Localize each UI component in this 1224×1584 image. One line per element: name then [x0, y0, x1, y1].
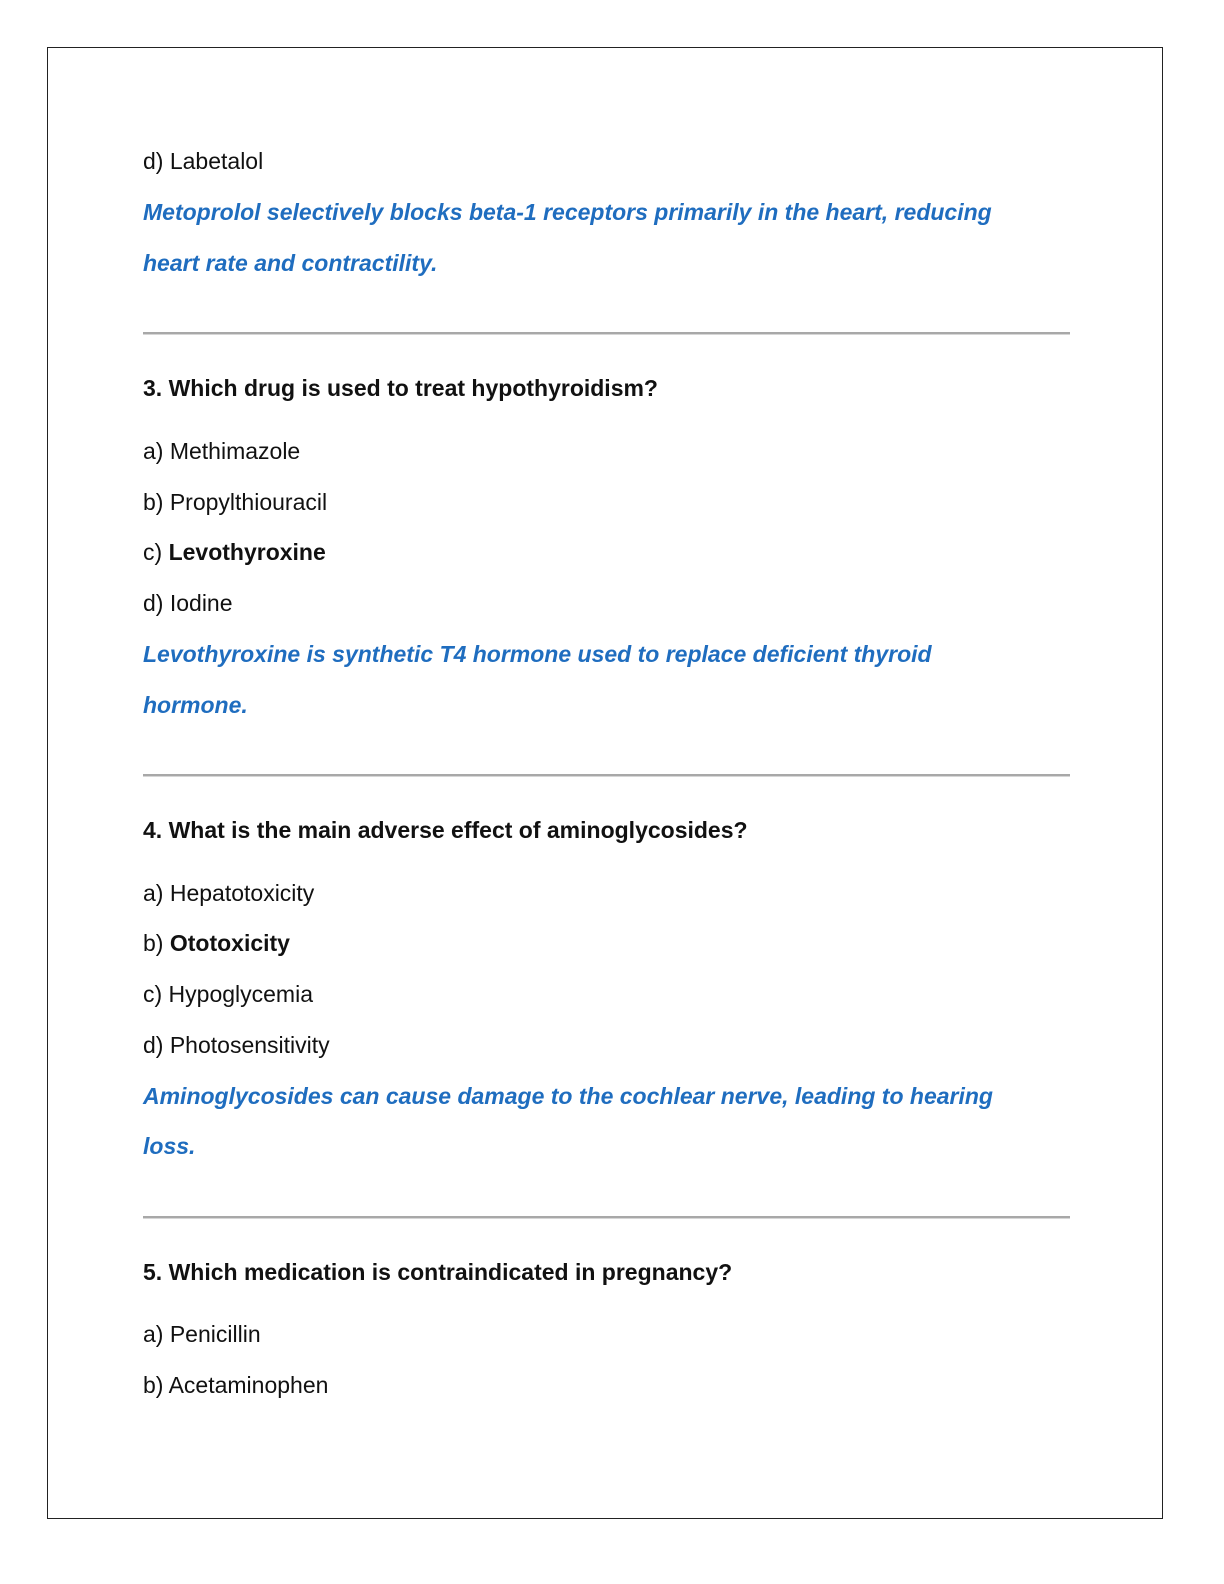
q3-option-c-prefix: c)	[143, 539, 169, 565]
q5-option-b: b) Acetaminophen	[143, 1372, 329, 1398]
q3-explanation-line-1: Levothyroxine is synthetic T4 hormone used to replace deficient thyroid	[143, 641, 932, 667]
q4-option-a: a) Hepatotoxicity	[143, 880, 315, 906]
q2-option-d: d) Labetalol	[143, 148, 264, 174]
q4-option-b-prefix: b)	[143, 930, 170, 956]
q3-explanation-line-2: hormone.	[143, 692, 248, 718]
q2-explanation-line-1: Metoprolol selectively blocks beta-1 receptors primarily in the heart, reducing	[143, 199, 992, 225]
q2-explanation-line-2: heart rate and contractility.	[143, 250, 438, 276]
q4-explanation-line-2: loss.	[143, 1133, 196, 1159]
q4-option-c: c) Hypoglycemia	[143, 981, 313, 1007]
q3-option-a: a) Methimazole	[143, 438, 301, 464]
q4-explanation-line-1: Aminoglycosides can cause damage to the cochlear nerve, leading to hearing	[143, 1083, 993, 1109]
q4-option-d: d) Photosensitivity	[143, 1032, 330, 1058]
divider	[143, 1216, 1070, 1219]
divider	[143, 774, 1070, 777]
divider	[143, 332, 1070, 335]
q5-question: 5. Which medication is contraindicated in pregnancy?	[143, 1259, 733, 1285]
q3-option-d: d) Iodine	[143, 590, 233, 616]
q3-option-c	[143, 538, 326, 566]
q3-correct-answer: Levothyroxine	[168, 539, 326, 565]
q5-option-a: a) Penicillin	[143, 1321, 261, 1347]
q3-question: 3. Which drug is used to treat hypothyroidism?	[143, 375, 658, 401]
q3-option-b: b) Propylthiouracil	[143, 489, 328, 515]
q4-correct-answer: Ototoxicity	[169, 930, 290, 956]
q4-question: 4. What is the main adverse effect of aminoglycosides?	[143, 817, 748, 843]
q4-option-b	[143, 929, 290, 957]
